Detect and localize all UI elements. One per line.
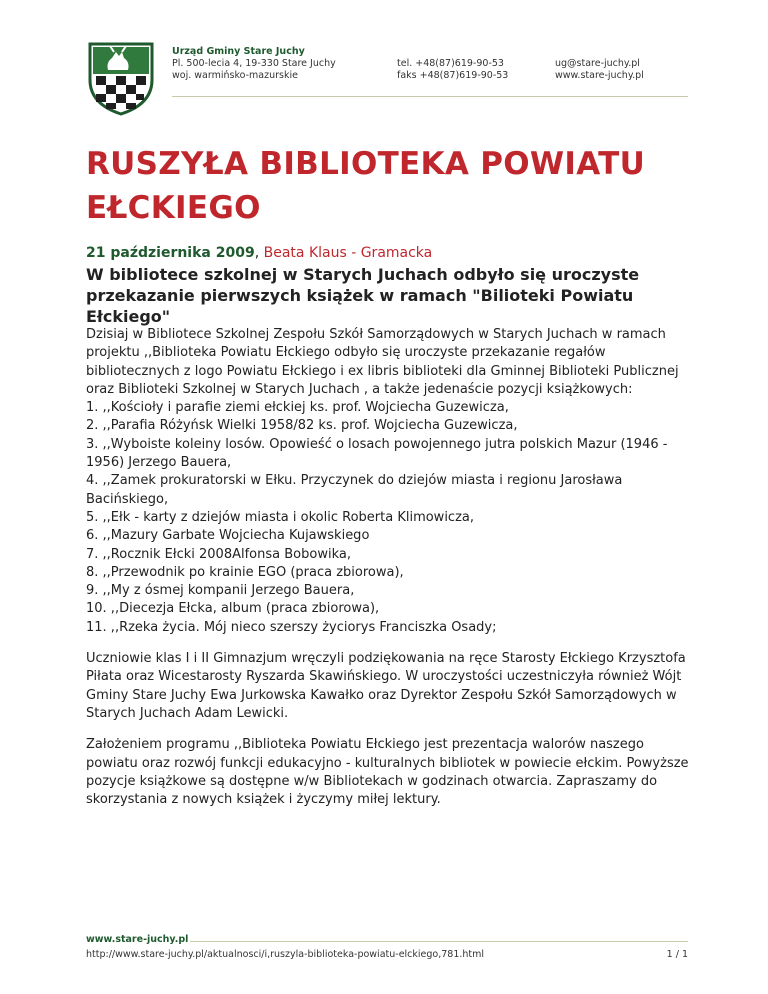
- fax-number: faks +48(87)619-90-53: [397, 70, 509, 81]
- list-item: 1. ,,Kościoły i parafie ziemi ełckiej ks. prof. Wojciecha Guzewicza,: [86, 400, 509, 416]
- footer-divider: [190, 941, 688, 942]
- list-item: 9. ,,My z ósmej kompanii Jerzego Bauera,: [86, 583, 355, 599]
- article-title: RUSZYŁA BIBLIOTEKA POWIATU EŁCKIEGO: [86, 146, 646, 226]
- article-paragraph-3: Założeniem programu ,,Biblioteka Powiatu Ełckiego jest prezentacja walorów naszego powiatu oraz rozwój funkcji edukacyjno - kulturalnych bibliotek w powiecie ełckim. Powyższe pozycje książkowe są dostępne w/w Bibliotekach w godzinach otwarcia. Zapraszamy do skorzystania z nowych książek i życzymy miłej lektury.: [86, 737, 689, 808]
- email-link[interactable]: ug@stare-juchy.pl: [555, 58, 640, 69]
- org-name: Urząd Gminy Stare Juchy: [172, 46, 305, 57]
- list-item: 11. ,,Rzeka życia. Mój nieco szerszy życiorys Franciszka Osady;: [86, 619, 497, 635]
- list-item: 5. ,,Ełk - karty z dziejów miasta i okolic Roberta Klimowicza,: [86, 509, 475, 525]
- header-divider: [172, 96, 688, 97]
- header-address: [172, 46, 336, 82]
- header-contacts: [555, 46, 644, 82]
- article-author: Beata Klaus - Gramacka: [263, 245, 433, 261]
- footer-url[interactable]: http://www.stare-juchy.pl/aktualnosci/i,ruszyla-biblioteka-powiatu-elckiego,781.html: [86, 949, 485, 960]
- list-item: 2. ,,Parafia Różyńsk Wielki 1958/82 ks. prof. Wojciecha Guzewicza,: [86, 418, 518, 434]
- header-phones: [397, 46, 508, 82]
- page-footer: [86, 934, 688, 964]
- meta-separator: ,: [254, 245, 260, 261]
- article-intro: Dzisiaj w Bibliotece Szkolnej Zespołu Szkół Samorządowych w Starych Juchach w ramach projektu ,,Biblioteka Powiatu Ełckiego odbyło się uroczyste przekazanie regałów bibliotecznych z logo Powiatu Ełckiego i ex libris biblioteki dla Gminnej Biblioteki Publicznej oraz Biblioteki Szkolnej w Starych Juchach , a także jedenaście pozycji książkowych:: [86, 327, 679, 397]
- list-item: 4. ,,Zamek prokuratorski w Ełku. Przyczynek do dziejów miasta i regionu Jarosława Bacińskiego,: [86, 473, 623, 507]
- article-body: [86, 326, 692, 822]
- address-line-2: woj. warmińsko-mazurskie: [172, 70, 298, 81]
- list-item: 8. ,,Przewodnik po krainie EGO (praca zbiorowa),: [86, 564, 404, 580]
- book-list: [86, 326, 692, 637]
- page-header: [86, 40, 688, 98]
- footer-site[interactable]: www.stare-juchy.pl: [86, 934, 189, 945]
- website-link[interactable]: www.stare-juchy.pl: [555, 70, 644, 81]
- article-paragraph-2: Uczniowie klas I i II Gimnazjum wręczyli podziękowania na ręce Starosty Ełckiego Krzysztofa Piłata oraz Wicestarosty Ryszarda Skawińskiego. W uroczystości uczestniczyła również Wójt Gminy Stare Juchy Ewa Jurkowska Kawałko oraz Dyrektor Zespołu Szkół Samorządowych w Starych Juchach Adam Lewicki.: [86, 651, 686, 721]
- article-meta: [86, 244, 432, 262]
- list-item: 10. ,,Diecezja Ełcka, album (praca zbiorowa),: [86, 601, 380, 617]
- list-item: 7. ,,Rocznik Ełcki 2008Alfonsa Bobowika,: [86, 546, 351, 562]
- article-date: 21 października 2009: [86, 245, 255, 261]
- address-line-1: Pl. 500-lecia 4, 19-330 Stare Juchy: [172, 58, 336, 69]
- list-item: 3. ,,Wyboiste koleiny losów. Opowieść o losach powojennego jutra polskich Mazur (1946 - 1956) Jerzego Bauera,: [86, 436, 668, 471]
- phone-number: tel. +48(87)619-90-53: [397, 58, 504, 69]
- coat-of-arms-icon: [86, 40, 156, 116]
- list-item: 6. ,,Mazury Garbate Wojciecha Kujawskiego: [86, 528, 370, 544]
- page-number: 1 / 1: [666, 949, 688, 960]
- article-lead: W bibliotece szkolnej w Starych Juchach odbyło się uroczyste przekazanie pierwszych książek w ramach "Bilioteki Powiatu Ełckiego": [86, 265, 640, 326]
